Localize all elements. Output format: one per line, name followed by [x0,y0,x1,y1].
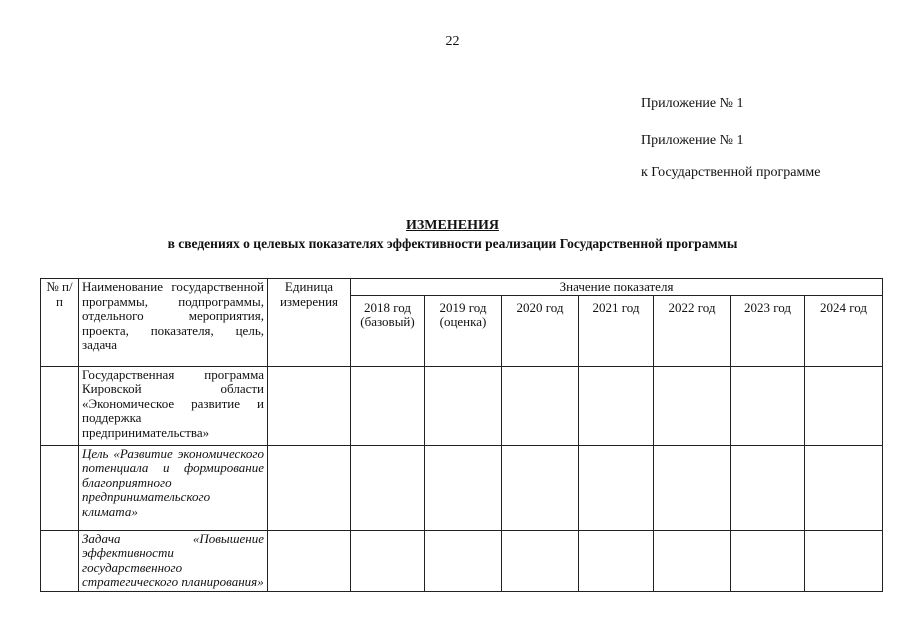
header-year-2018: 2018 год (базовый) [351,295,425,366]
value-cell [425,530,502,591]
value-cell [579,445,654,530]
value-cell [805,445,883,530]
row-num [41,366,79,445]
appendix-line-3: к Государственной программе [641,165,821,180]
value-cell [731,530,805,591]
row-unit [268,445,351,530]
header-year-2019: 2019 год (оценка) [425,295,502,366]
value-cell [805,530,883,591]
header-year-2020: 2020 год [502,295,579,366]
value-cell [579,530,654,591]
page-number: 22 [445,34,460,49]
value-cell [351,530,425,591]
document-subtitle: в сведениях о целевых показателях эффективности реализации Государственной программы [167,236,738,251]
header-year-2024: 2024 год [805,295,883,366]
header-year-2022: 2022 год [654,295,731,366]
value-cell [502,366,579,445]
value-cell [425,445,502,530]
header-year-2021: 2021 год [579,295,654,366]
document-title: ИЗМЕНЕНИЯ [406,218,499,233]
value-cell [502,530,579,591]
row-unit [268,366,351,445]
table-row [41,366,883,445]
value-cell [502,445,579,530]
table-row [41,445,883,530]
header-num: № п/п [41,279,79,367]
value-cell [654,530,731,591]
value-cell [654,366,731,445]
value-cell [579,366,654,445]
header-unit: Единица измерения [268,279,351,367]
header-values-group: Значение показателя [351,279,883,296]
value-cell [731,445,805,530]
header-year-2023: 2023 год [731,295,805,366]
row-unit [268,530,351,591]
row-name: Государственная программа Кировской области «Экономическое развитие и поддержка предпринимательства» [79,366,268,445]
appendix-line-1: Приложение № 1 [641,96,744,111]
value-cell [351,445,425,530]
appendix-line-2: Приложение № 1 [641,133,744,148]
row-num [41,445,79,530]
value-cell [731,366,805,445]
row-name: Задача «Повышение эффективности государственного стратегического планирования» [79,530,268,591]
row-num [41,530,79,591]
header-name: Наименование государственной программы, подпрограммы, отдельного мероприятия, проекта, показателя, цель, задача [79,279,268,367]
table-row [41,530,883,591]
value-cell [351,366,425,445]
indicators-table [40,278,883,592]
value-cell [805,366,883,445]
row-name: Цель «Развитие экономического потенциала и формирование благоприятного предпринимательского климата» [79,445,268,530]
value-cell [425,366,502,445]
value-cell [654,445,731,530]
